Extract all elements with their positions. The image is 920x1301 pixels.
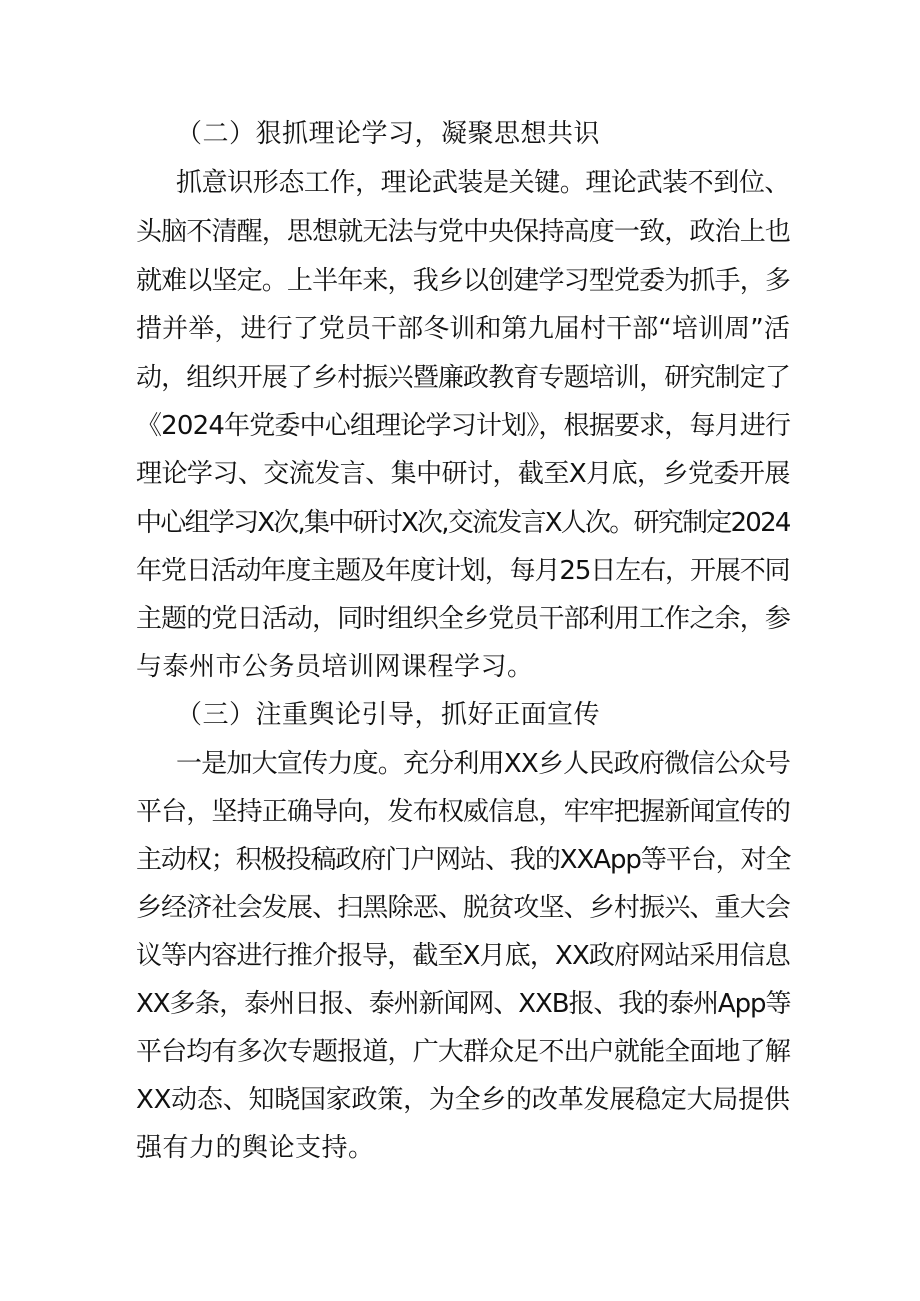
paragraph-line: 抓意识形态工作，理论武装是关键。理论武装不到位、 — [176, 168, 791, 198]
paragraph-line: 主题的党日活动，同时组织全乡党员干部利用工作之余，参 — [136, 604, 791, 634]
paragraph-line: 动，组织开展了乡村振兴暨廉政教育专题培训，研究制定了 — [136, 363, 791, 393]
paragraph-line: 与泰州市公务员培训网课程学习。 — [136, 652, 534, 682]
paragraph-line: 平台，坚持正确导向，发布权威信息，牢牢把握新闻宣传的 — [136, 797, 791, 827]
section-heading-3: （三）注重舆论引导，抓好正面宣传 — [176, 700, 601, 730]
paragraph-line: 就难以坚定。上半年来，我乡以创建学习型党委为抓手，多 — [136, 266, 791, 296]
paragraph-line: 理论学习、交流发言、集中研讨，截至X月底，乡党委开展 — [136, 459, 790, 489]
paragraph-line: 中心组学习X次,集中研讨X次,交流发言X人次。研究制定2024 — [136, 508, 790, 538]
paragraph-line: 乡经济社会发展、扫黑除恶、脱贫攻坚、乡村振兴、重大会 — [136, 893, 791, 923]
paragraph-line: 主动权；积极投稿政府门户网站、我的XXApp等平台，对全 — [136, 845, 791, 875]
paragraph-line: 年党日活动年度主题及年度计划，每月25日左右，开展不同 — [136, 556, 790, 586]
paragraph-line: XX多条，泰州日报、泰州新闻网、XXB报、我的泰州App等 — [136, 989, 791, 1019]
paragraph-line: 《2024年党委中心组理论学习计划》，根据要求，每月进行 — [136, 411, 791, 441]
paragraph-line: XX动态、知晓国家政策，为全乡的改革发展稳定大局提供 — [136, 1085, 790, 1115]
paragraph-line: 一是加大宣传力度。充分利用XX乡人民政府微信公众号 — [176, 749, 791, 779]
paragraph-line: 头脑不清醒，思想就无法与党中央保持高度一致，政治上也 — [136, 217, 791, 247]
paragraph-line: 措并举，进行了党员干部冬训和第九届村干部“培训周”活 — [136, 314, 790, 344]
paragraph-line: 议等内容进行推介报导，截至X月底，XX政府网站采用信息 — [136, 941, 790, 971]
section-heading-2: （二）狠抓理论学习，凝聚思想共识 — [176, 119, 601, 149]
paragraph-line: 强有力的舆论支持。 — [136, 1133, 375, 1163]
paragraph-line: 平台均有多次专题报道，广大群众足不出户就能全面地了解 — [136, 1037, 791, 1067]
